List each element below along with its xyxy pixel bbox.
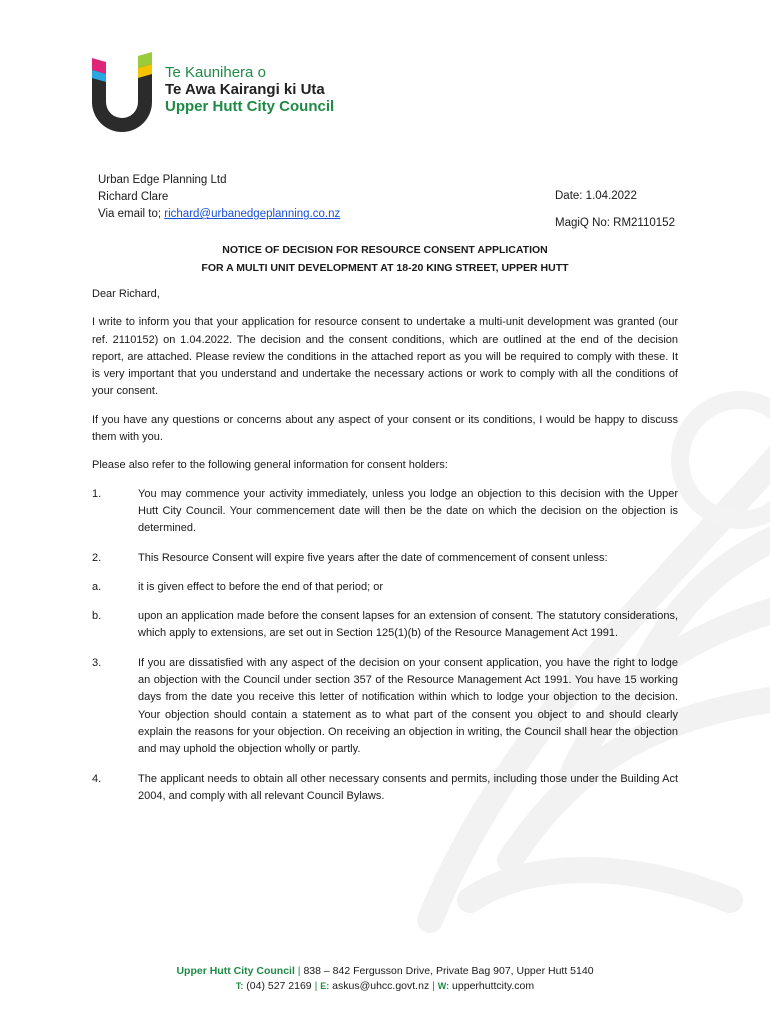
notice-title-line1: NOTICE OF DECISION FOR RESOURCE CONSENT APPLICATION: [222, 244, 548, 256]
list-item-text: upon an application made before the consent lapses for an extension of consent. The statutory considerations, which apply to extensions, are set out in Section 125(1)(b) of the Resource Management Act 1991.: [138, 610, 678, 640]
list-item: [92, 550, 678, 567]
logo-maori-line2: Te Awa Kairangi ki Uta: [165, 81, 325, 98]
footer-contact-line: [0, 979, 770, 994]
list-item-text: If you are dissatisfied with any aspect of the decision on your consent application, you have the right to lodge an objection with the Council under section 357 of the Resource Management Act 1991. You have 15 working days from the date you receive this letter of notification within which to lodge your objection to the decision. Your objection should contain a statement as to what part of the consent you object to and should clearly explain the reasons for your objection. On receiving an objection in writing, the Council shall hear the objection and may uphold the objection wholly or partly.: [138, 656, 678, 756]
list-item-text: The applicant needs to obtain all other necessary consents and permits, including those under the Building Act 2004, and comply with all relevant Council Bylaws.: [138, 772, 678, 802]
web-label: W:: [437, 981, 450, 991]
recipient-email-link[interactable]: richard@urbanedgeplanning.co.nz: [164, 208, 341, 220]
recipient-address: [98, 172, 340, 223]
letter-meta: [555, 183, 675, 237]
letter-body: [92, 286, 678, 817]
email-label: E:: [320, 981, 330, 991]
council-name-block: [165, 64, 334, 115]
page-footer: [0, 964, 770, 994]
logo-english-name: Upper Hutt City Council: [165, 98, 335, 115]
footer-website[interactable]: upperhuttcity.com: [452, 980, 535, 992]
magiq-number: MagiQ No: RM2110152: [555, 217, 675, 229]
list-item: [92, 579, 678, 596]
notice-title-line2: FOR A MULTI UNIT DEVELOPMENT AT 18-20 KING STREET, UPPER HUTT: [201, 262, 569, 274]
list-item: [92, 608, 678, 643]
list-item-number: 4.: [92, 772, 102, 785]
logo-maori-line1: Te Kaunihera o: [165, 64, 266, 81]
footer-address-line: [0, 964, 770, 979]
list-item: [92, 486, 678, 538]
list-item-number: 1.: [92, 487, 102, 500]
notice-title: [92, 241, 678, 277]
list-item: [92, 655, 678, 759]
recipient-company: Urban Edge Planning Ltd: [98, 174, 227, 186]
recipient-name: Richard Clare: [98, 191, 169, 203]
footer-phone: (04) 527 2169: [246, 980, 312, 992]
footer-email[interactable]: askus@uhcc.govt.nz: [332, 980, 430, 992]
paragraph-decision: I write to inform you that your application for resource consent to undertake a multi-unit development was granted (our ref. 2110152) on 1.04.2022. The decision and the consent conditions, which are outlined at the end of the decision report, are attached. Please review the conditions in the attached report as you will be required to comply with these. It is very important that you understand and undertake the necessary actions or work to comply with all the conditions of your consent.: [92, 316, 678, 398]
list-item-text: This Resource Consent will expire five years after the date of commencement of consent unless:: [138, 551, 608, 564]
letter-date: Date: 1.04.2022: [555, 190, 637, 202]
salutation: Dear Richard,: [92, 288, 160, 300]
recipient-email-line: [98, 206, 340, 223]
list-item-number: 3.: [92, 656, 102, 669]
list-item-number: 2.: [92, 551, 102, 564]
list-item-number: a.: [92, 580, 102, 593]
council-logo-icon: [88, 52, 158, 134]
paragraph-questions: If you have any questions or concerns about any aspect of your consent or its conditions, I would be happy to discuss them with you.: [92, 413, 678, 444]
footer-separator: |: [432, 980, 435, 992]
phone-label: T:: [235, 981, 244, 991]
footer-separator: |: [297, 965, 301, 977]
footer-org-name: Upper Hutt City Council: [176, 965, 295, 977]
footer-separator: |: [314, 980, 318, 992]
paragraph-info-intro: Please also refer to the following general information for consent holders:: [92, 459, 448, 472]
list-item: [92, 771, 678, 806]
email-prefix: Via email to;: [98, 208, 165, 220]
list-item-number: b.: [92, 610, 102, 623]
footer-address: 838 – 842 Fergusson Drive, Private Bag 907, Upper Hutt 5140: [303, 965, 594, 977]
list-item-text: it is given effect to before the end of that period; or: [138, 580, 384, 593]
list-item-text: You may commence your activity immediately, unless you lodge an objection to this decision with the Upper Hutt City Council. Your commencement date will then be the date on which the decision on the objection is determined.: [138, 487, 678, 535]
